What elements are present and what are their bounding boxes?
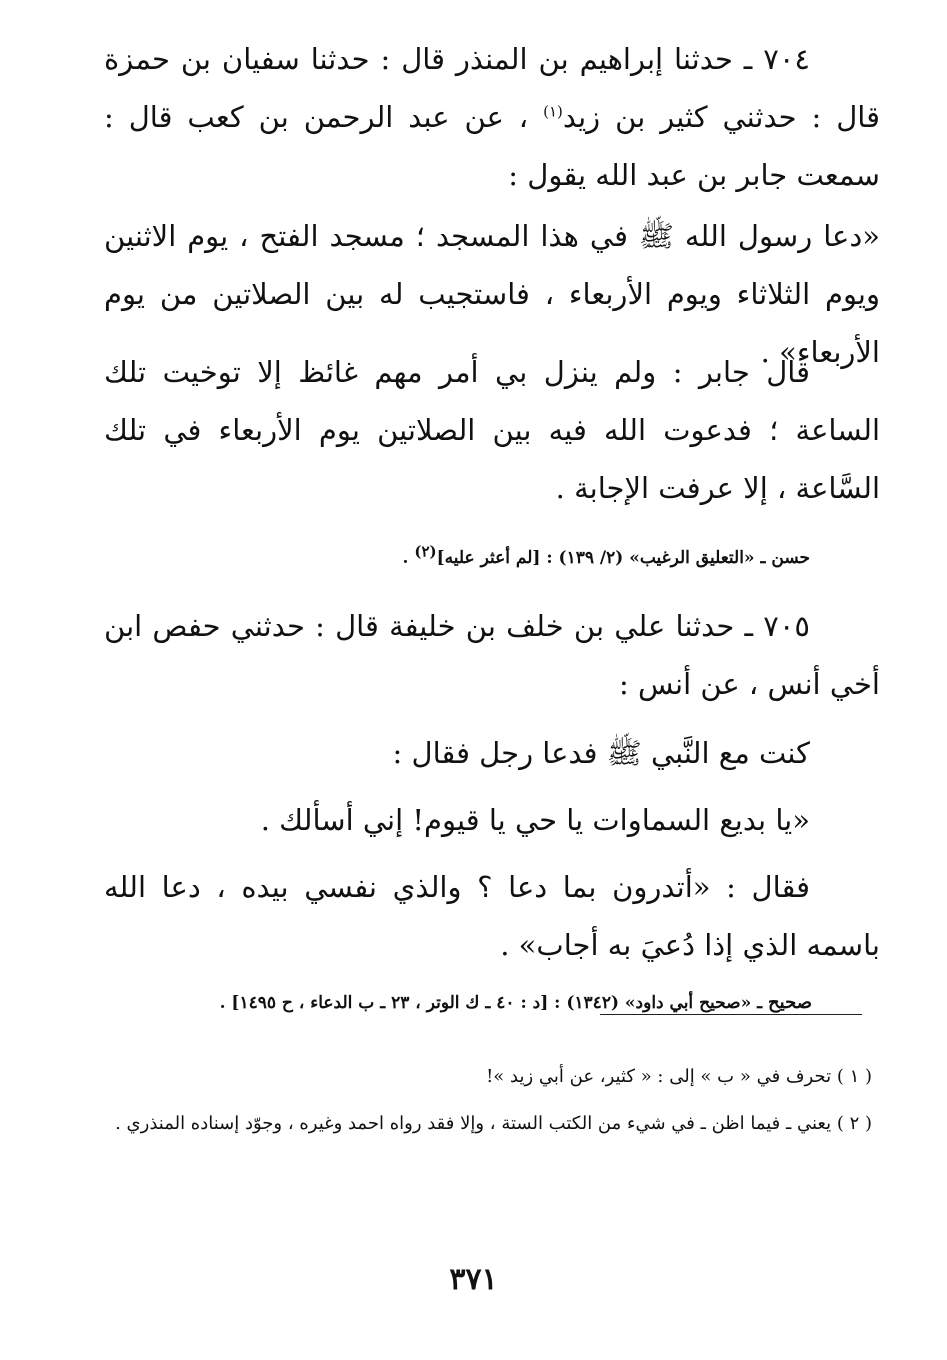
page-number: ٣٧١ [449, 1262, 498, 1297]
footnote-divider [600, 1014, 862, 1015]
footnote-ref-2[interactable]: (٢) [414, 542, 437, 561]
hadith-705-line3: فقال : «أتدرون بما دعا ؟ والذي نفسي بيده ، دعا الله باسمه الذي إذا دُعيَ به أجاب» . [104, 870, 880, 962]
footnote-1: ( ١ ) تحرف في « ب » إلى : « كثير، عن أبي زيد »! [486, 1066, 872, 1087]
hadith-705-grade: صحيح ـ «صحيح أبي داود» (١٣٤٢) : [د : ٤٠ ـ ك الوتر ، ٢٣ ـ ب الدعاء ، ح ١٤٩٥] . [219, 992, 812, 1013]
hadith-704-chain: ٧٠٤ ـ حدثنا إبراهيم بن المنذر قال : حدثنا سفيان بن حمزة قال : حدثني كثير بن زيد$^{(١)}$ ، عن عبد الرحمن بن كعب قال : سمعت جابر بن عبد الله يقول : [104, 42, 880, 192]
hadith-704-grade: حسن ـ «التعليق الرغيب» (٢/ ١٣٩) : [لم أعثر عليه](٢) . [402, 542, 810, 568]
footnote-2: ( ٢ ) يعني ـ فيما اظن ـ في شيء من الكتب الستة ، وإلا فقد رواه احمد وغيره ، وجوّد إسناده المنذري . [115, 1113, 872, 1134]
hadith-705-line1: كنت مع النَّبي ﷺ فدعا رجل فقال : [392, 736, 810, 770]
hadith-705-line2: «يا بديع السماوات يا حي يا قيوم! إني أسألك . [260, 803, 810, 837]
hadith-704-text: «دعا رسول الله ﷺ في هذا المسجد ؛ مسجد الفتح ، يوم الاثنين ويوم الثلاثاء ويوم الأربعاء ، فاستجيب له بين الصلاتين من يوم الأربعاء» . [104, 219, 880, 369]
footnote-ref-1[interactable]: (١) [543, 102, 563, 121]
hadith-705-chain: ٧٠٥ ـ حدثنا علي بن خلف بن خليفة قال : حدثني حفص ابن أخي أنس ، عن أنس : [104, 609, 880, 701]
hadith-704-jabir: قال جابر : ولم ينزل بي أمر مهم غائظ إلا توخيت تلك الساعة ؛ فدعوت الله فيه بين الصلاتين يوم الأربعاء في تلك السَّاعة ، إلا عرفت الإجابة . [104, 355, 880, 505]
